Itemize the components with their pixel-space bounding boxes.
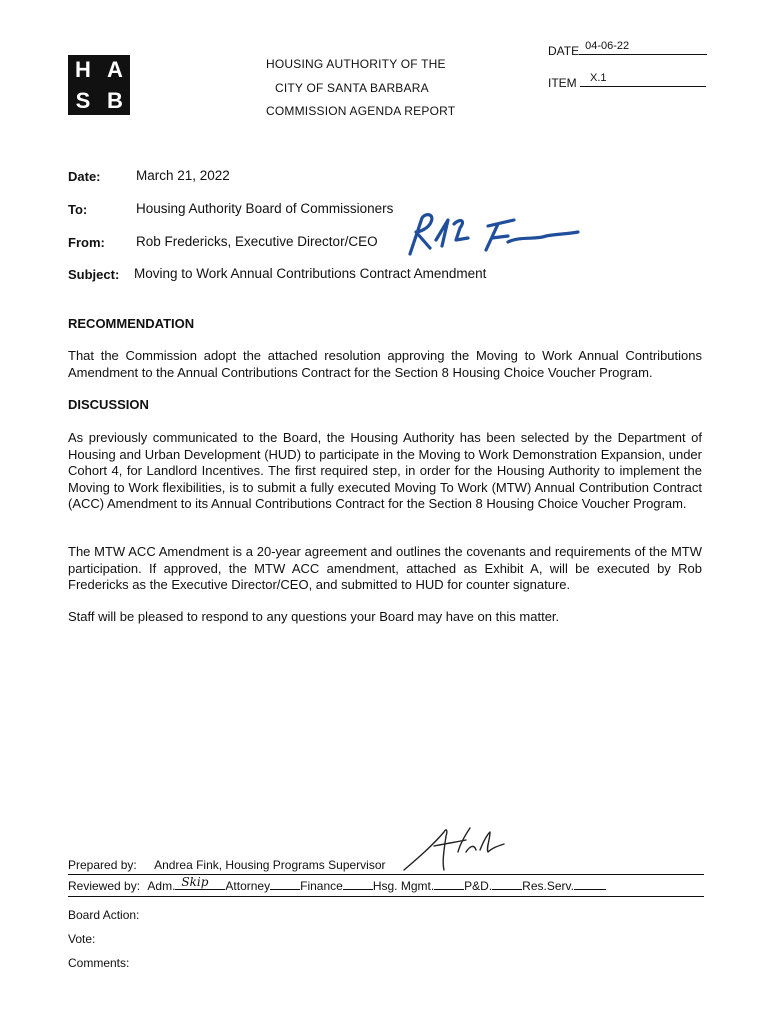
attorney-label: Attorney xyxy=(225,879,271,893)
item-field-value: X.1 xyxy=(590,72,607,84)
pd-label: P&D. xyxy=(464,879,493,893)
org-line-3: COMMISSION AGENDA REPORT xyxy=(266,104,456,118)
attorney-blank xyxy=(270,878,300,890)
preparer-signature xyxy=(400,822,512,874)
director-signature xyxy=(396,210,586,260)
reviewed-by-row xyxy=(68,875,606,893)
recommendation-text: That the Commission adopt the attached resolution approving the Moving to Work Annual Contributions Amendment to the Annual Contributions Contract for the Section 8 Housing Choice Voucher Program. xyxy=(68,348,702,380)
finance-label: Finance xyxy=(300,879,343,893)
logo-letter-s: S xyxy=(68,86,98,115)
from-label: From: xyxy=(68,235,105,250)
org-line-1: HOUSING AUTHORITY OF THE xyxy=(266,57,446,71)
adm-label: Adm. xyxy=(147,879,176,893)
subject-value: Moving to Work Annual Contributions Contract Amendment xyxy=(134,266,487,281)
prepared-by-label: Prepared by: xyxy=(68,858,137,872)
discussion-paragraph-1: As previously communicated to the Board, the Housing Authority has been selected by the Department of Housing and Urban Development (HUD) to participate in the Moving to Work Demonstration Expansion, under Cohort 4, for Landlord Incentives. The first required step, in order for the Housing Authority to implement the Moving to Work flexibilities, is to submit a fully executed Moving To Work (MTW) Annual Contribution Contract (ACC) Amendment to its Annual Contributions Contract for the Section 8 Housing Choice Voucher Program. xyxy=(68,430,702,511)
to-label: To: xyxy=(68,202,88,217)
discussion-heading: DISCUSSION xyxy=(68,397,149,412)
hsg-mgmt-label: Hsg. Mgmt. xyxy=(372,879,435,893)
date-field xyxy=(548,42,707,58)
board-action-label: Board Action: xyxy=(68,908,140,922)
footer-divider-2 xyxy=(68,896,704,897)
finance-blank xyxy=(343,878,373,890)
recommendation-heading: RECOMMENDATION xyxy=(68,316,195,331)
date-label: Date: xyxy=(68,169,101,184)
res-serv-blank xyxy=(574,878,606,890)
comments-label: Comments: xyxy=(68,956,130,970)
footer-divider-1 xyxy=(68,874,704,875)
date-field-value: 04-06-22 xyxy=(585,40,630,52)
res-serv-label: Res.Serv. xyxy=(522,879,574,893)
pd-blank xyxy=(492,878,522,890)
hsg-mgmt-blank xyxy=(434,878,464,890)
logo-letter-h: H xyxy=(68,55,98,84)
item-field-label: ITEM xyxy=(548,76,577,90)
hasb-logo xyxy=(68,55,130,115)
reviewed-by-label: Reviewed by: xyxy=(68,879,141,893)
subject-label: Subject: xyxy=(68,267,120,282)
date-field-label: DATE xyxy=(548,44,580,58)
item-field xyxy=(548,74,706,90)
to-value: Housing Authority Board of Commissioners xyxy=(136,201,394,216)
discussion-paragraph-3: Staff will be pleased to respond to any questions your Board may have on this matter. xyxy=(68,609,560,624)
prepared-by-row xyxy=(68,858,386,872)
logo-letter-b: B xyxy=(100,86,130,115)
from-value: Rob Fredericks, Executive Director/CEO xyxy=(136,234,378,249)
vote-label: Vote: xyxy=(68,932,96,946)
date-value: March 21, 2022 xyxy=(136,168,230,183)
adm-initials: Skip xyxy=(181,875,209,889)
org-line-2: CITY OF SANTA BARBARA xyxy=(275,81,429,95)
prepared-by-value: Andrea Fink, Housing Programs Supervisor xyxy=(154,858,386,872)
logo-letter-a: A xyxy=(100,55,130,84)
discussion-paragraph-2: The MTW ACC Amendment is a 20-year agreement and outlines the covenants and requirements of the MTW participation. If approved, the MTW ACC amendment, attached as Exhibit A, will be executed by Rob Fredericks as the Executive Director/CEO, and submitted to HUD for counter signature. xyxy=(68,544,702,592)
